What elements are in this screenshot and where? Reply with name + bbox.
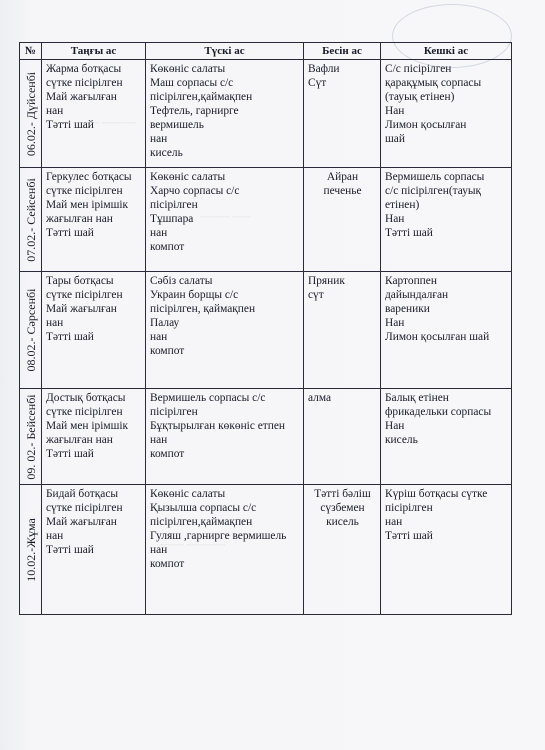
day-cell (20, 389, 42, 485)
menu-item: Айран (326, 171, 359, 183)
menu-item: Май жағылған (46, 303, 117, 315)
menu-item: Май жағылған (46, 516, 117, 528)
menu-item: Тәтті шай (385, 530, 433, 542)
menu-item: нан (385, 516, 403, 528)
day-cell (20, 272, 42, 389)
menu-item: Тәтті шай (46, 227, 94, 239)
bleed-through-text: ~~~~ ~~~~~~~ (80, 118, 136, 128)
menu-item: сүт (308, 289, 324, 301)
bleed-through-text: ~~~~~ ~~~~~~~~ (160, 540, 226, 550)
menu-item: Нан (385, 317, 405, 329)
menu-item: Тәтті бәліш (314, 488, 371, 500)
menu-item: вермишель (150, 119, 204, 131)
dinner-cell (381, 272, 512, 389)
menu-item: Май жағылған (46, 91, 117, 103)
menu-item: сүтке пісірілген (46, 77, 123, 89)
menu-item: Май мен ірімшік (46, 199, 129, 211)
menu-item: Пряник (308, 275, 345, 287)
snack-cell (304, 389, 381, 485)
day-label: 09. 02.- Бейсенбі (23, 393, 38, 480)
menu-item: Көкөніс салаты (150, 488, 226, 500)
menu-item: фрикадельки сорпасы (385, 406, 492, 418)
menu-item: Украин борщы с/с (150, 289, 239, 301)
header-number: № (20, 43, 42, 60)
menu-item: сүтке пісірілген (46, 502, 123, 514)
menu-item: пісірілген (150, 199, 198, 211)
table-row (20, 60, 512, 168)
menu-item: Тәтті шай (46, 119, 94, 131)
menu-item: Сүт (308, 77, 327, 89)
menu-item: нан (150, 133, 168, 145)
menu-item: пісірілген,қаймақпен (150, 516, 253, 528)
menu-item: сүтке пісірілген (46, 289, 123, 301)
menu-item: Тәтті шай (385, 227, 433, 239)
breakfast-cell (42, 168, 146, 272)
weekly-menu-table (19, 42, 512, 615)
menu-item: Геркулес ботқасы (46, 171, 132, 183)
menu-item: нан (150, 331, 168, 343)
menu-item: Балық етінен (385, 392, 449, 404)
table-row (20, 485, 512, 615)
menu-item: Нан (385, 420, 405, 432)
menu-item: нан (46, 317, 64, 329)
day-label: 06.02.- Дүйсенбі (23, 71, 38, 156)
menu-item: Маш сорпасы с/с (150, 77, 234, 89)
header-snack: Бесін ас (304, 43, 381, 60)
lunch-cell (146, 485, 304, 615)
table-header-row (20, 43, 512, 60)
menu-item: нан (150, 434, 168, 446)
menu-item: пісірілген (385, 502, 433, 514)
menu-item: Тұшпара (150, 213, 194, 225)
day-cell (20, 60, 42, 168)
menu-item: С/с пісірілген (385, 63, 452, 75)
menu-item: Достық ботқасы (46, 392, 126, 404)
menu-item: Сәбіз салаты (150, 275, 213, 287)
menu-item: Тары ботқасы (46, 275, 114, 287)
day-cell (20, 485, 42, 615)
menu-item: нан (150, 227, 168, 239)
menu-item: пісірілген (150, 406, 198, 418)
menu-item: Бидай ботқасы (46, 488, 119, 500)
menu-item: Май мен ірімшік (46, 420, 129, 432)
day-label: 07.02.- Сейсенбі (23, 177, 38, 262)
menu-item: Қызылша сорпасы с/с (150, 502, 257, 514)
table-row (20, 272, 512, 389)
menu-item: жағылған нан (46, 434, 113, 446)
menu-item: жағылған нан (46, 213, 113, 225)
menu-item: Тефтель, гарнирге (150, 105, 239, 117)
menu-item: Тәтті шай (46, 331, 94, 343)
lunch-cell (146, 272, 304, 389)
lunch-cell (146, 389, 304, 485)
bleed-through-text: ~~~~~~ ~~~~ (200, 212, 251, 222)
menu-item: Нан (385, 213, 405, 225)
menu-item: (тауық етінен) (385, 91, 455, 103)
menu-item: вареники (385, 303, 430, 315)
dinner-cell (381, 60, 512, 168)
snack-cell (304, 168, 381, 272)
menu-item: Картоппен (385, 275, 437, 287)
menu-item: нан (150, 544, 168, 556)
menu-item: етінен) (385, 199, 420, 211)
menu-item: Палау (150, 317, 180, 329)
menu-item: с/с пісірілген(тауық (385, 185, 482, 197)
menu-item: Вермишель сорпасы (385, 171, 485, 183)
menu-item: нан (46, 105, 64, 117)
menu-item: Вермишель сорпасы с/с (150, 392, 266, 404)
menu-item: пісірілген,қаймақпен (150, 91, 253, 103)
breakfast-cell (42, 272, 146, 389)
menu-item: дайындалған (385, 289, 449, 301)
snack-cell (304, 485, 381, 615)
menu-item: кисель (385, 434, 418, 446)
menu-item: кисель (326, 516, 359, 528)
menu-item: қарақұмық сорпасы (385, 77, 482, 89)
header-lunch: Түскі ас (146, 43, 304, 60)
menu-item: алма (308, 392, 332, 404)
menu-item: шай (385, 133, 405, 145)
menu-item: Күріш ботқасы сүтке (385, 488, 488, 500)
table-row (20, 389, 512, 485)
menu-item: Жарма ботқасы (46, 63, 122, 75)
menu-item: пісірілген, қаймақпен (150, 303, 256, 315)
dinner-cell (381, 168, 512, 272)
table-row (20, 168, 512, 272)
snack-cell (304, 272, 381, 389)
snack-cell (304, 60, 381, 168)
menu-item: Лимон қосылған (385, 119, 467, 131)
lunch-cell (146, 60, 304, 168)
menu-item: Бұқтырылған көкөніс етпен (150, 420, 286, 432)
menu-item: сүзбемен (320, 502, 365, 514)
header-dinner: Кешкі ас (381, 43, 512, 60)
menu-item: компот (150, 448, 185, 460)
lunch-cell (146, 168, 304, 272)
menu-item: сүтке пісірілген (46, 185, 123, 197)
dinner-cell (381, 485, 512, 615)
dinner-cell (381, 389, 512, 485)
menu-item: печенье (323, 185, 362, 197)
header-breakfast: Таңғы ас (42, 43, 146, 60)
menu-item: сүтке пісірілген (46, 406, 123, 418)
breakfast-cell (42, 485, 146, 615)
menu-item: нан (46, 530, 64, 542)
day-label: 08.02.- Сәрсенбі (23, 288, 38, 372)
day-cell (20, 168, 42, 272)
menu-item: Тәтті шай (46, 448, 94, 460)
menu-item: Вафли (308, 63, 340, 75)
menu-item: Гуляш ,гарнирге вермишель (150, 530, 287, 542)
menu-item: компот (150, 558, 185, 570)
breakfast-cell (42, 389, 146, 485)
day-label: 10.02.-Жұма (23, 517, 38, 582)
menu-item: Тәтті шай (46, 544, 94, 556)
menu-item: Көкөніс салаты (150, 171, 226, 183)
menu-item: кисель (150, 147, 183, 159)
menu-item: Лимон қосылған шай (385, 331, 490, 343)
menu-item: Көкөніс салаты (150, 63, 226, 75)
menu-item: компот (150, 241, 185, 253)
breakfast-cell (42, 60, 146, 168)
menu-item: Харчо сорпасы с/с (150, 185, 240, 197)
menu-item: компот (150, 345, 185, 357)
menu-item: Нан (385, 105, 405, 117)
